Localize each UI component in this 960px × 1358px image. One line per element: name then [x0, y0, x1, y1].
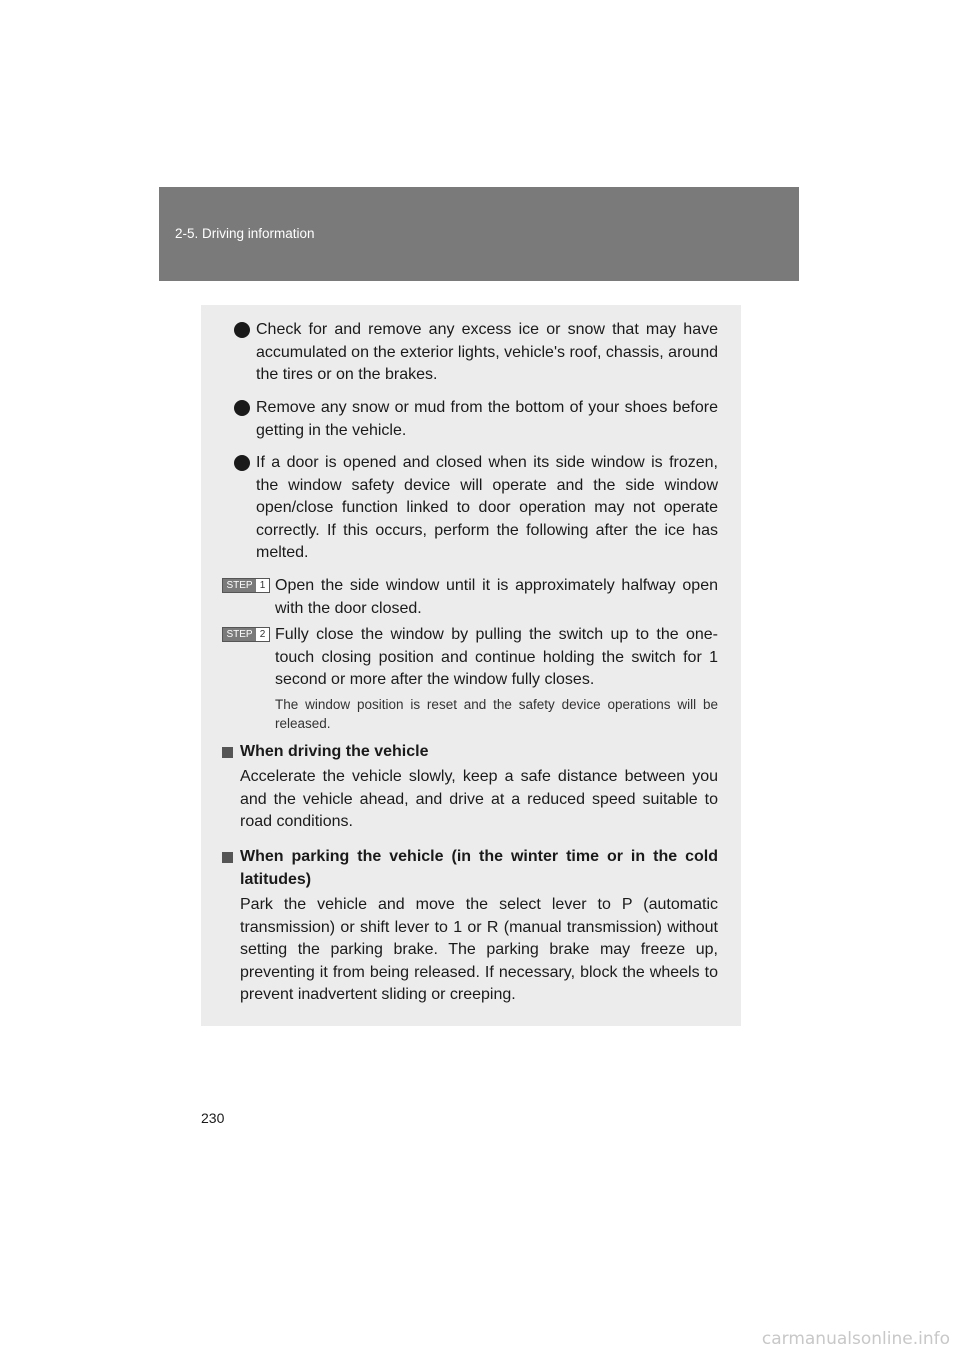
bullet-icon	[234, 322, 250, 338]
square-bullet-icon	[222, 747, 233, 758]
step-2-badge	[222, 627, 270, 642]
step-note: The window position is reset and the safety device operations will be released.	[275, 697, 718, 731]
section-heading-parking: When parking the vehicle (in the winter time or in the cold latitudes)	[240, 848, 718, 888]
bullet-icon	[234, 455, 250, 471]
bullet-icon	[234, 400, 250, 416]
step-number: 1	[259, 580, 266, 591]
step-number: 2	[259, 629, 266, 640]
section-heading-driving: When driving the vehicle	[240, 743, 429, 760]
step-label: STEP	[223, 628, 256, 641]
section-body-driving: Accelerate the vehicle slowly, keep a safe distance between you and the vehicle ahead, and drive at a reduced speed suitable to road conditions.	[240, 768, 718, 831]
section-title: 2-5. Driving information	[175, 226, 315, 241]
section-header-bar	[159, 187, 799, 281]
watermark: carmanualsonline.info	[761, 1329, 950, 1349]
step-1-badge	[222, 578, 270, 593]
step-2-text: Fully close the window by pulling the switch up to the one-touch closing position and continue holding the switch for 1 second or more after the window fully closes.	[275, 626, 718, 689]
bullet-text-3: If a door is opened and closed when its side window is frozen, the window safety device will operate and the side window open/close function linked to door operation may not operate correctly. If this occurs, perform the following after the ice has melted.	[256, 454, 718, 562]
bullet-text-1: Check for and remove any excess ice or snow that may have accumulated on the exterior lights, vehicle's roof, chassis, around the tires or on the brakes.	[256, 321, 718, 384]
step-label: STEP	[223, 579, 256, 592]
info-box	[201, 305, 741, 1026]
bullet-text-2: Remove any snow or mud from the bottom of your shoes before getting in the vehicle.	[256, 399, 718, 439]
page-number: 230	[201, 1110, 225, 1126]
step-1-text: Open the side window until it is approximately halfway open with the door closed.	[275, 577, 718, 617]
section-body-parking: Park the vehicle and move the select lever to P (automatic transmission) or shift lever to 1 or R (manual transmission) without setting the parking brake. The parking brake may freeze up, preventing it from being released. If necessary, block the wheels to prevent inadvertent sliding or creeping.	[240, 896, 718, 1004]
square-bullet-icon	[222, 852, 233, 863]
